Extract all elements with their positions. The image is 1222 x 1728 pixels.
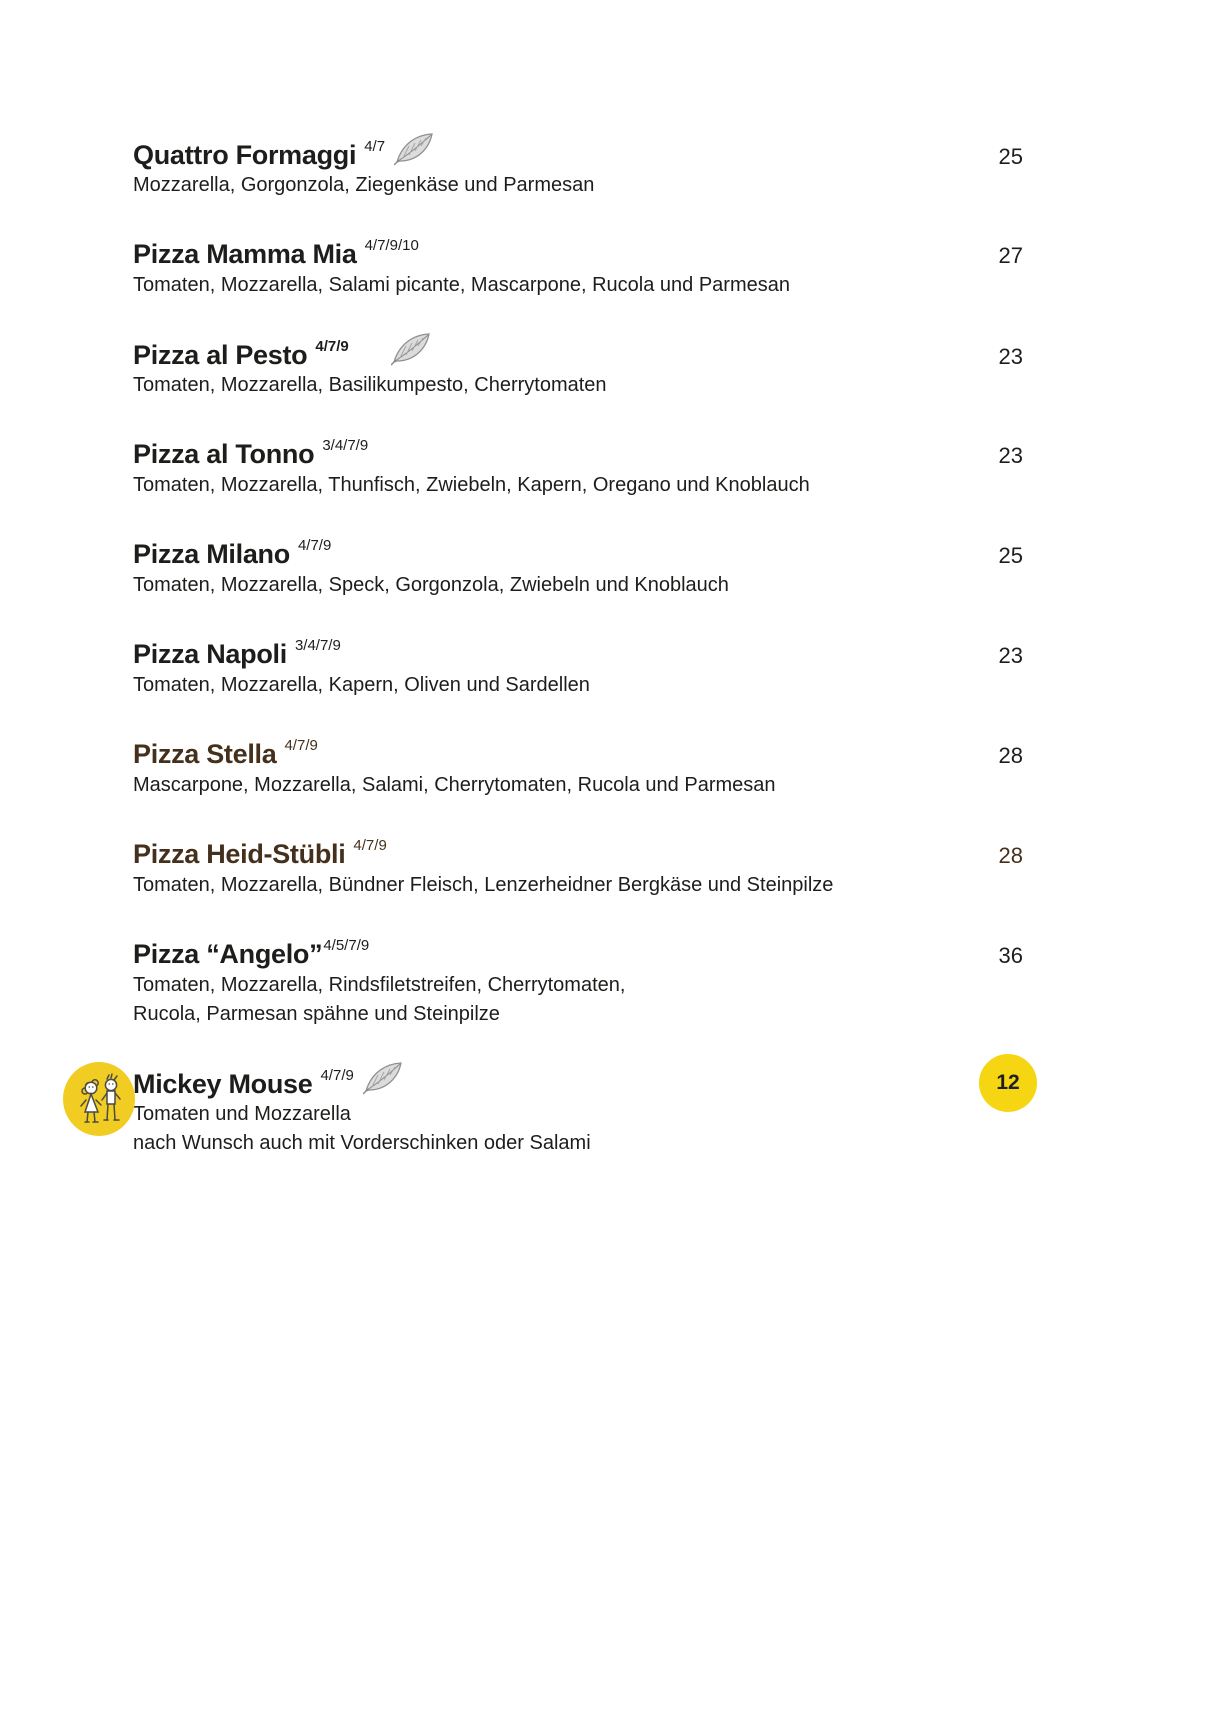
item-title bbox=[133, 1067, 403, 1101]
item-name: Pizza Milano bbox=[133, 539, 290, 569]
allergen-codes: 4/7/9 bbox=[320, 1067, 354, 1084]
item-price: 23 bbox=[998, 344, 1023, 369]
kids-price-badge bbox=[979, 1054, 1037, 1112]
item-header bbox=[133, 538, 1023, 570]
item-header bbox=[133, 738, 1023, 770]
item-name: Pizza Heid-Stübli bbox=[133, 839, 346, 869]
item-header bbox=[133, 438, 1023, 470]
menu-item-al-pesto bbox=[133, 338, 1023, 399]
item-description: Tomaten und Mozzarella bbox=[133, 1103, 351, 1125]
menu-item-napoli bbox=[133, 638, 1023, 699]
allergen-codes: 3/4/7/9 bbox=[294, 637, 341, 654]
item-title bbox=[133, 438, 368, 470]
item-price: 36 bbox=[998, 943, 1023, 968]
item-price: 25 bbox=[998, 144, 1023, 169]
menu-item-mickey-mouse bbox=[133, 1067, 1023, 1157]
item-header bbox=[133, 238, 1023, 270]
item-title bbox=[133, 338, 431, 372]
menu-item-milano bbox=[133, 538, 1023, 599]
item-price: 28 bbox=[998, 843, 1023, 868]
item-price: 12 bbox=[996, 1071, 1020, 1094]
item-title bbox=[133, 138, 434, 172]
allergen-codes: 4/7/9 bbox=[315, 338, 349, 355]
allergen-codes: 4/7/9 bbox=[353, 837, 387, 854]
item-header bbox=[133, 838, 1023, 870]
item-description: Mascarpone, Mozzarella, Salami, Cherrytomaten, Rucola und Parmesan bbox=[133, 774, 776, 796]
item-name: Pizza al Pesto bbox=[133, 340, 308, 370]
item-title bbox=[133, 938, 369, 970]
item-description: Tomaten, Mozzarella, Speck, Gorgonzola, Zwiebeln und Knoblauch bbox=[133, 574, 729, 596]
vegetarian-leaf-icon bbox=[363, 1061, 403, 1095]
item-description: Tomaten, Mozzarella, Bündner Fleisch, Lenzerheidner Bergkäse und Steinpilze bbox=[133, 874, 834, 896]
menu-item-mamma-mia bbox=[133, 238, 1023, 299]
item-title bbox=[133, 738, 318, 770]
vegetarian-leaf-icon bbox=[394, 132, 434, 166]
allergen-codes: 4/7/9/10 bbox=[364, 237, 419, 254]
menu-item-angelo bbox=[133, 938, 1023, 1028]
allergen-codes: 3/4/7/9 bbox=[322, 437, 369, 454]
item-header bbox=[133, 1067, 1023, 1099]
allergen-codes: 4/5/7/9 bbox=[323, 937, 370, 954]
item-header bbox=[133, 938, 1023, 970]
item-title bbox=[133, 838, 387, 870]
item-price: 25 bbox=[998, 543, 1023, 568]
item-name: Quattro Formaggi bbox=[133, 140, 357, 170]
allergen-codes: 4/7 bbox=[364, 138, 386, 155]
item-description: Tomaten, Mozzarella, Rindsfiletstreifen, Cherrytomaten, bbox=[133, 974, 626, 996]
allergen-codes: 4/7/9 bbox=[284, 737, 318, 754]
item-description-line2: Rucola, Parmesan spähne und Steinpilze bbox=[133, 1003, 500, 1025]
item-name: Pizza “Angelo” bbox=[133, 939, 323, 969]
item-name: Pizza Mamma Mia bbox=[133, 239, 357, 269]
item-price: 23 bbox=[998, 643, 1023, 668]
item-description: Tomaten, Mozzarella, Kapern, Oliven und Sardellen bbox=[133, 674, 590, 696]
menu-list bbox=[133, 138, 1023, 1196]
item-price: 27 bbox=[998, 243, 1023, 268]
item-header bbox=[133, 638, 1023, 670]
item-description: Tomaten, Mozzarella, Thunfisch, Zwiebeln, Kapern, Oregano und Knoblauch bbox=[133, 474, 810, 496]
item-title bbox=[133, 238, 419, 270]
item-description: Tomaten, Mozzarella, Basilikumpesto, Cherrytomaten bbox=[133, 374, 607, 396]
item-name: Mickey Mouse bbox=[133, 1069, 313, 1099]
menu-item-stella bbox=[133, 738, 1023, 799]
item-description: Mozzarella, Gorgonzola, Ziegenkäse und Parmesan bbox=[133, 174, 595, 196]
item-header bbox=[133, 138, 1023, 170]
item-header bbox=[133, 338, 1023, 370]
item-description: Tomaten, Mozzarella, Salami picante, Mascarpone, Rucola und Parmesan bbox=[133, 274, 790, 296]
children-icon bbox=[61, 1060, 137, 1138]
vegetarian-leaf-icon bbox=[391, 332, 431, 366]
item-name: Pizza Napoli bbox=[133, 639, 287, 669]
menu-item-heid-stuebli bbox=[133, 838, 1023, 899]
item-name: Pizza Stella bbox=[133, 739, 277, 769]
menu-item-quattro-formaggi bbox=[133, 138, 1023, 199]
item-description-line2: nach Wunsch auch mit Vorderschinken oder Salami bbox=[133, 1132, 591, 1154]
item-title bbox=[133, 638, 341, 670]
menu-item-al-tonno bbox=[133, 438, 1023, 499]
item-name: Pizza al Tonno bbox=[133, 439, 315, 469]
item-price: 23 bbox=[998, 443, 1023, 468]
allergen-codes: 4/7/9 bbox=[297, 537, 332, 554]
item-title bbox=[133, 538, 331, 570]
item-price: 28 bbox=[998, 743, 1023, 768]
